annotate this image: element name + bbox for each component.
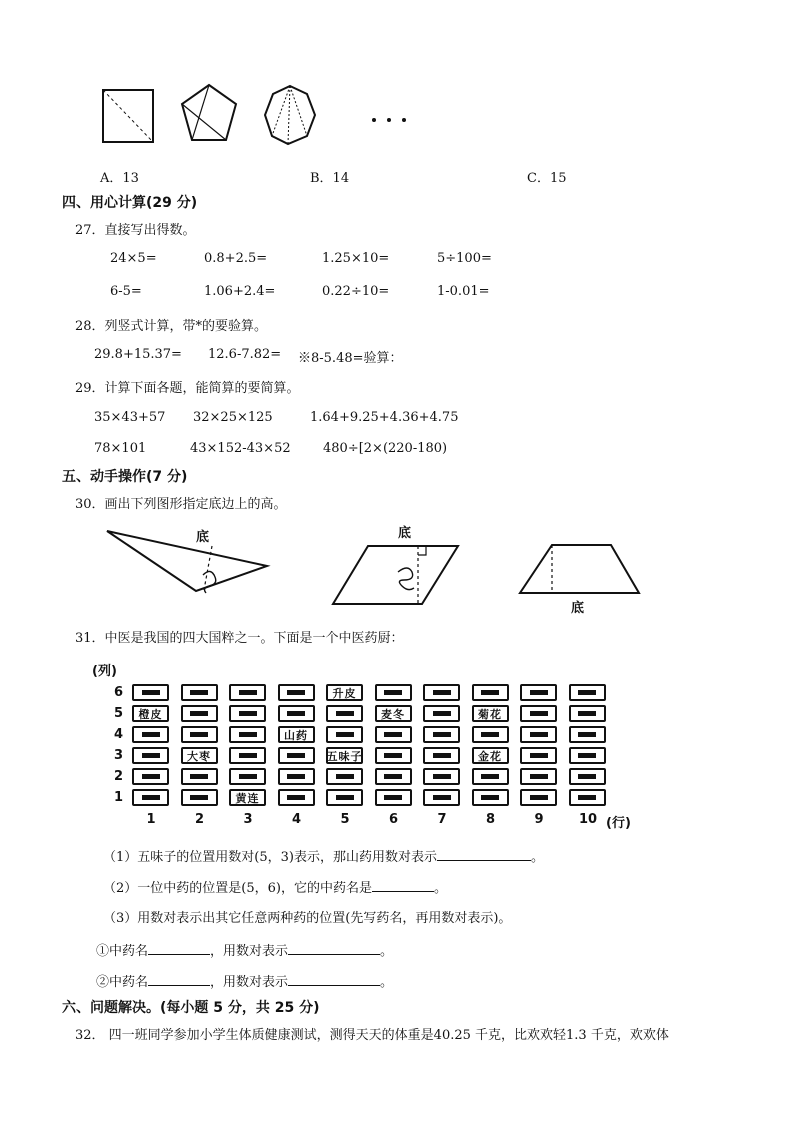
handle-bar xyxy=(578,711,596,716)
handle-bar xyxy=(287,690,305,695)
q31-fill-2: ②中药名 ，用数对表示 。 xyxy=(96,971,393,990)
handle-bar xyxy=(530,711,548,716)
handle-bar xyxy=(239,753,257,758)
row-label: 6 xyxy=(114,685,124,700)
option-b: B．14 xyxy=(310,171,350,186)
q31-sub3: （3）用数对表示出其它任意两种药的位置(先写药名，再用数对表示)。 xyxy=(103,911,512,926)
handle-bar xyxy=(190,774,208,779)
handle-bar xyxy=(190,690,208,695)
q27-item: 5÷100= xyxy=(437,251,492,266)
handle-bar xyxy=(481,795,499,800)
handle-bar xyxy=(384,753,402,758)
drawer-handle xyxy=(472,789,509,806)
q29-stem: 29．计算下面各题，能简算的要简算。 xyxy=(75,381,300,396)
q27-item: 24×5= xyxy=(110,251,157,266)
col-label: 1 xyxy=(146,812,156,827)
drawer-handle xyxy=(229,768,266,785)
drawer-handle xyxy=(423,789,460,806)
handle-bar xyxy=(239,711,257,716)
drawer-medicine-name: 菊花 xyxy=(478,707,502,721)
handle-bar xyxy=(481,774,499,779)
q31-sub1: （1）五味子的位置用数对(5，3)表示，那山药用数对表示 。 xyxy=(103,846,544,865)
q27-item: 1.06+2.4= xyxy=(204,284,276,299)
y-axis-label: (列) xyxy=(92,664,117,679)
q29-item: 480÷[2×(220-180) xyxy=(323,441,448,456)
x-axis-label: (行) xyxy=(606,816,631,831)
handle-bar xyxy=(433,753,451,758)
drawer-labeled xyxy=(472,705,509,722)
drawer-labeled xyxy=(132,705,169,722)
q27-stem: 27．直接写出得数。 xyxy=(75,223,196,238)
handle-bar xyxy=(336,732,354,737)
base-label: 底 xyxy=(196,530,210,545)
drawer-handle xyxy=(569,705,606,722)
drawer-labeled xyxy=(375,705,412,722)
drawer-handle xyxy=(569,726,606,743)
handle-bar xyxy=(481,690,499,695)
q32-stem: 32． 四一班同学参加小学生体质健康测试，测得天天的体重是40.25 千克，比欢欢轻1.3 千克，欢欢体 xyxy=(75,1028,669,1043)
drawer-medicine-name: 橙皮 xyxy=(138,707,163,721)
col-label: 6 xyxy=(389,812,399,827)
q30-stem: 30．画出下列图形指定底边上的高。 xyxy=(75,497,287,512)
drawer-handle xyxy=(375,684,412,701)
drawer-handle xyxy=(326,726,363,743)
drawer-handle xyxy=(229,684,266,701)
handle-bar xyxy=(530,690,548,695)
row-label: 3 xyxy=(114,748,124,763)
handle-bar xyxy=(142,753,160,758)
drawer-handle xyxy=(472,768,509,785)
section-6-title: 六、问题解决。(每小题 5 分，共 25 分) xyxy=(62,1000,320,1016)
q28-item: 12.6-7.82= xyxy=(208,347,282,362)
answer-blank[interactable] xyxy=(288,941,380,955)
handle-bar xyxy=(578,732,596,737)
handle-bar xyxy=(433,711,451,716)
handle-bar xyxy=(530,774,548,779)
drawer-handle xyxy=(375,789,412,806)
drawer-handle xyxy=(132,726,169,743)
handle-bar xyxy=(384,690,402,695)
handle-bar xyxy=(530,732,548,737)
drawer-handle xyxy=(423,747,460,764)
drawer-handle xyxy=(375,768,412,785)
drawer-handle xyxy=(520,768,557,785)
drawer-handle xyxy=(181,705,218,722)
col-label: 7 xyxy=(437,812,447,827)
option-c: C．15 xyxy=(527,171,567,186)
drawer-handle xyxy=(229,705,266,722)
drawer-handle xyxy=(181,768,218,785)
drawer-handle xyxy=(569,684,606,701)
drawer-handle xyxy=(278,747,315,764)
drawer-medicine-name: 大枣 xyxy=(187,749,211,763)
q27-item: 1-0.01= xyxy=(437,284,490,299)
col-label: 10 xyxy=(579,812,598,827)
handle-bar xyxy=(578,753,596,758)
q27-item: 1.25×10= xyxy=(322,251,390,266)
handle-bar xyxy=(190,795,208,800)
handle-bar xyxy=(578,690,596,695)
drawer-handle xyxy=(569,789,606,806)
row-label: 2 xyxy=(114,769,124,784)
drawer-handle xyxy=(278,684,315,701)
drawer-labeled xyxy=(472,747,509,764)
drawer-handle xyxy=(375,747,412,764)
q27-item: 0.22÷10= xyxy=(322,284,390,299)
col-label: 4 xyxy=(292,812,302,827)
drawer-handle xyxy=(278,789,315,806)
drawer-medicine-name: 山药 xyxy=(284,728,308,742)
drawer-handle xyxy=(423,768,460,785)
drawer-handle xyxy=(132,768,169,785)
q29-item: 43×152-43×52 xyxy=(190,441,291,456)
drawer-handle xyxy=(181,789,218,806)
q31-stem: 31．中医是我国的四大国粹之一。下面是一个中医药厨： xyxy=(75,631,404,646)
row-label: 5 xyxy=(114,706,124,721)
drawer-handle xyxy=(132,789,169,806)
handle-bar xyxy=(239,774,257,779)
q27-item: 6-5= xyxy=(110,284,142,299)
option-a: A．13 xyxy=(100,171,139,186)
handle-bar xyxy=(287,795,305,800)
q31-fill-1: ①中药名 ，用数对表示 。 xyxy=(96,940,393,959)
handle-bar xyxy=(142,690,160,695)
drawer-handle xyxy=(326,768,363,785)
q29-item: 78×101 xyxy=(94,441,147,456)
q31-sub2: （2）一位中药的位置是(5，6)，它的中药名是 。 xyxy=(103,877,447,896)
drawer-handle xyxy=(520,747,557,764)
handle-bar xyxy=(384,774,402,779)
drawer-handle xyxy=(132,684,169,701)
handle-bar xyxy=(142,774,160,779)
handle-bar xyxy=(142,795,160,800)
handle-bar xyxy=(239,690,257,695)
drawer-handle xyxy=(520,684,557,701)
handle-bar xyxy=(578,795,596,800)
drawer-handle xyxy=(520,789,557,806)
base-label: 底 xyxy=(571,601,585,616)
drawer-medicine-name: 升皮 xyxy=(332,686,357,700)
drawer-labeled xyxy=(229,789,266,806)
drawer-handle xyxy=(181,726,218,743)
base-label: 底 xyxy=(398,526,412,541)
q27-item: 0.8+2.5= xyxy=(204,251,268,266)
q29-item: 1.64+9.25+4.36+4.75 xyxy=(310,410,459,425)
answer-blank[interactable] xyxy=(148,972,210,986)
drawer-handle xyxy=(181,684,218,701)
handle-bar xyxy=(384,795,402,800)
drawer-medicine-name: 金花 xyxy=(478,749,502,763)
drawer-handle xyxy=(472,684,509,701)
handle-bar xyxy=(530,795,548,800)
drawer-handle xyxy=(132,747,169,764)
drawer-handle xyxy=(326,789,363,806)
answer-blank[interactable] xyxy=(288,972,380,986)
handle-bar xyxy=(336,774,354,779)
drawer-handle xyxy=(569,747,606,764)
col-label: 8 xyxy=(486,812,496,827)
drawer-medicine-name: 麦冬 xyxy=(381,707,405,721)
drawer-handle xyxy=(278,705,315,722)
drawer-medicine-name: 五味子 xyxy=(326,749,363,763)
handle-bar xyxy=(433,795,451,800)
drawer-medicine-name: 黄连 xyxy=(235,791,260,805)
col-label: 2 xyxy=(195,812,205,827)
section-5-title: 五、动手操作(7 分) xyxy=(62,469,188,485)
drawer-handle xyxy=(229,747,266,764)
drawer-handle xyxy=(423,726,460,743)
q28-stem: 28．列竖式计算，带*的要验算。 xyxy=(75,319,268,334)
handle-bar xyxy=(287,774,305,779)
answer-blank[interactable] xyxy=(437,847,531,861)
drawer-handle xyxy=(520,705,557,722)
handle-bar xyxy=(142,732,160,737)
drawer-handle xyxy=(423,705,460,722)
handle-bar xyxy=(530,753,548,758)
drawer-labeled xyxy=(278,726,315,743)
drawer-labeled xyxy=(181,747,218,764)
drawer-labeled xyxy=(326,684,363,701)
drawer-handle xyxy=(520,726,557,743)
handle-bar xyxy=(336,795,354,800)
drawer-handle xyxy=(326,705,363,722)
drawer-handle xyxy=(423,684,460,701)
answer-blank[interactable] xyxy=(148,941,210,955)
q28-item: 29.8+15.37= xyxy=(94,347,182,362)
drawer-handle xyxy=(472,726,509,743)
handle-bar xyxy=(433,774,451,779)
drawer-handle xyxy=(229,726,266,743)
drawer-handle xyxy=(278,768,315,785)
handle-bar xyxy=(481,732,499,737)
col-label: 3 xyxy=(243,812,253,827)
row-label: 1 xyxy=(114,790,124,805)
col-label: 5 xyxy=(340,812,350,827)
row-label: 4 xyxy=(114,727,124,742)
drawer-labeled xyxy=(326,747,363,764)
handle-bar xyxy=(433,732,451,737)
answer-blank[interactable] xyxy=(372,878,434,892)
q29-item: 35×43+57 xyxy=(94,410,166,425)
handle-bar xyxy=(287,753,305,758)
handle-bar xyxy=(384,732,402,737)
handle-bar xyxy=(578,774,596,779)
section-4-title: 四、用心计算(29 分) xyxy=(62,195,198,211)
handle-bar xyxy=(190,711,208,716)
handle-bar xyxy=(190,732,208,737)
q28-item: ※8-5.48=验算： xyxy=(298,351,403,366)
handle-bar xyxy=(287,711,305,716)
handle-bar xyxy=(239,732,257,737)
handle-bar xyxy=(336,711,354,716)
q29-item: 32×25×125 xyxy=(193,410,273,425)
drawer-handle xyxy=(375,726,412,743)
drawer-handle xyxy=(569,768,606,785)
handle-bar xyxy=(433,690,451,695)
col-label: 9 xyxy=(534,812,544,827)
